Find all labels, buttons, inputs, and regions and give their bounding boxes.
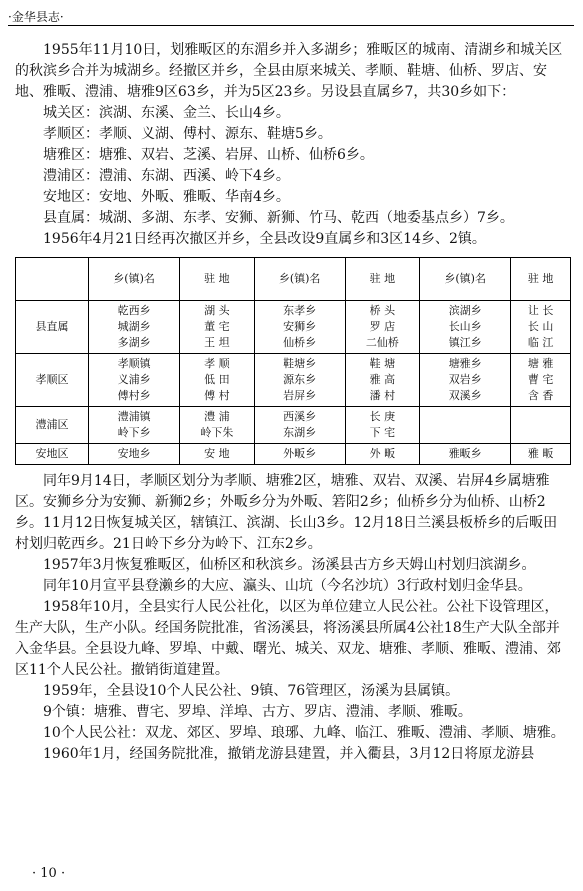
body-paragraph: 9个镇：塘雅、曹宅、罗埠、洋埠、古方、罗店、澧浦、孝顺、雅畈。: [43, 704, 472, 720]
table-header-cell: 乡(镇)名: [254, 258, 345, 301]
cell-line: 多湖乡: [117, 336, 151, 349]
table-cell: [420, 407, 511, 444]
bottom-paragraphs: [15, 471, 571, 765]
page-number: · 10 ·: [32, 866, 66, 881]
cell-line: 曹 宅: [527, 373, 554, 386]
table-cell: [511, 407, 571, 444]
table-row: [16, 301, 571, 354]
district-line: 城关区：滨湖、东溪、金兰、长山4乡。: [43, 105, 290, 121]
cell-line: 双溪乡: [448, 389, 482, 402]
table-cell: [511, 354, 571, 407]
table-body: [16, 301, 571, 465]
body-paragraph: 同年10月宣平县登濑乡的大应、瀛头、山坑（今名沙坑）3行政村划归金华县。: [43, 578, 532, 594]
region-cell: 澧浦区: [16, 407, 89, 444]
cell-line: 安狮乡: [283, 320, 317, 333]
cell-line: 岭下乡: [117, 426, 151, 439]
cell-line: 塘 雅: [527, 357, 554, 370]
cell-line: 长山乡: [448, 320, 482, 333]
district-line: 塘雅区：塘雅、双岩、芝溪、岩屏、山桥、仙桥6乡。: [43, 147, 374, 163]
cell-line: 含 香: [527, 389, 554, 402]
header-rule: [8, 25, 574, 26]
body-paragraph: 1959年，全县设10个人民公社、9镇、76管理区，汤溪为县属镇。: [43, 683, 460, 699]
cell-line: 低 田: [204, 373, 230, 386]
table-cell: [511, 301, 571, 354]
district-line: 县直属：城湖、多湖、东孝、安狮、新狮、竹马、乾西（地委基点乡）7乡。: [43, 210, 514, 226]
cell-line: 雅 畈: [527, 447, 554, 460]
table-cell: [89, 444, 180, 465]
table-row: [16, 407, 571, 444]
cell-line: 外 畈: [369, 447, 396, 460]
cell-line: 源东乡: [283, 373, 317, 386]
table-cell: [511, 444, 571, 465]
cell-line: 桥 头: [369, 304, 396, 317]
table-header-cell: [16, 258, 89, 301]
table-cell: [89, 354, 180, 407]
cell-line: 澧 浦: [204, 410, 230, 423]
table-row: [16, 444, 571, 465]
cell-line: 湖 头: [204, 304, 230, 317]
body-paragraph: 1960年1月，经国务院批准，撤销龙游县建置，并入衢县，3月12日将原龙游县: [43, 746, 535, 762]
table-header-cell: 驻 地: [511, 258, 571, 301]
township-table: [15, 257, 571, 465]
cell-line: 鞋塘乡: [283, 357, 317, 370]
cell-line: 罗 店: [369, 320, 396, 333]
table-cell: [254, 301, 345, 354]
cell-line: 澧浦镇: [117, 410, 151, 423]
table-cell: [180, 444, 254, 465]
table-cell: [345, 301, 419, 354]
table-cell: [254, 354, 345, 407]
region-cell: 县直属: [16, 301, 89, 354]
cell-line: 仙桥乡: [283, 336, 317, 349]
cell-line: 安 地: [204, 447, 230, 460]
table-header-cell: 乡(镇)名: [420, 258, 511, 301]
table-cell: [180, 354, 254, 407]
table-header-cell: 乡(镇)名: [89, 258, 180, 301]
header-title: ·金华县志·: [8, 10, 64, 24]
cell-line: 王 坦: [204, 336, 230, 349]
table-cell: [254, 407, 345, 444]
cell-line: 岩屏乡: [283, 389, 317, 402]
cell-line: 孝顺镇: [117, 357, 151, 370]
table-header-cell: 驻 地: [180, 258, 254, 301]
cell-line: 潘 村: [369, 389, 396, 402]
district-line: 澧浦区：澧浦、东湖、西溪、岭下4乡。: [43, 168, 290, 184]
table-cell: [254, 444, 345, 465]
cell-line: 孝 顺: [204, 357, 230, 370]
table-cell: [420, 444, 511, 465]
cell-line: 临 江: [527, 336, 554, 349]
table-cell: [345, 354, 419, 407]
cell-line: 东孝乡: [283, 304, 317, 317]
table-cell: [89, 407, 180, 444]
table-row: [16, 354, 571, 407]
cell-line: 鞋 塘: [369, 357, 396, 370]
table-cell: [345, 407, 419, 444]
cell-line: 傅村乡: [117, 389, 151, 402]
cell-line: 外畈乡: [283, 447, 317, 460]
table-cell: [89, 301, 180, 354]
table-cell: [345, 444, 419, 465]
cell-line: 乾西乡: [117, 304, 151, 317]
cell-line: 雅 高: [369, 373, 396, 386]
cell-line: 傅 村: [204, 389, 230, 402]
cell-line: 让 长: [527, 304, 554, 317]
paragraph-1956: 1956年4月21日经再次撤区并乡，全县改设9直属乡和3区14乡、2镇。: [43, 231, 486, 247]
table-header-row: [16, 258, 571, 301]
running-header: [8, 6, 574, 26]
table-cell: [420, 354, 511, 407]
district-line: 安地区：安地、外畈、雅畈、华南4乡。: [43, 189, 290, 205]
cell-line: 下 宅: [369, 426, 396, 439]
cell-line: 安地乡: [117, 447, 151, 460]
table-cell: [180, 301, 254, 354]
table-cell: [420, 301, 511, 354]
table-cell: [180, 407, 254, 444]
cell-line: 城湖乡: [117, 320, 151, 333]
body-paragraph: 1958年10月，全县实行人民公社化，以区为单位建立人民公社。公社下设管理区，生产大队，生产小队。经国务院批准，省汤溪县，将汤溪县所属4公社18生产大队全部并入金华县。全县设九峰、罗埠、中戴、曙光、城关、双龙、塘雅、孝顺、雅畈、澧浦、郊区11个人民公社。撤销街道建置。: [15, 599, 561, 678]
region-cell: 安地区: [16, 444, 89, 465]
cell-line: 长 庚: [369, 410, 396, 423]
region-cell: 孝顺区: [16, 354, 89, 407]
cell-line: 雅畈乡: [448, 447, 482, 460]
page-content: [15, 40, 571, 765]
cell-line: 二仙桥: [365, 336, 399, 349]
body-paragraph: 1957年3月恢复雅畈区，仙桥区和秋滨乡。汤溪县古方乡天姆山村划归滨湖乡。: [43, 557, 536, 573]
cell-line: 滨湖乡: [448, 304, 482, 317]
cell-line: 塘雅乡: [448, 357, 482, 370]
cell-line: 西溪乡: [283, 410, 317, 423]
cell-line: 董 宅: [204, 320, 230, 333]
cell-line: 双岩乡: [448, 373, 482, 386]
intro-paragraph: 1955年11月10日，划雅畈区的东湄乡并入多湖乡；雅畈区的城南、清湖乡和城关区的秋滨乡合并为城湖乡。经撤区并乡，全县由原来城关、孝顺、鞋塘、仙桥、罗店、安地、雅畈、澧浦、塘雅9区63乡，并为5区23乡。另设县直属乡7，共30乡如下：: [15, 42, 563, 100]
cell-line: 长 山: [527, 320, 554, 333]
cell-line: 义浦乡: [117, 373, 151, 386]
body-paragraph: 10个人民公社：双龙、郊区、罗埠、琅琊、九峰、临江、雅畈、澧浦、孝顺、塘雅。: [43, 725, 565, 741]
cell-line: 东湖乡: [283, 426, 317, 439]
cell-line: 镇江乡: [448, 336, 482, 349]
district-line: 孝顺区：孝顺、义湖、傅村、源东、鞋塘5乡。: [43, 126, 332, 142]
cell-line: 岭下朱: [200, 426, 234, 439]
table-header-cell: 驻 地: [345, 258, 419, 301]
body-paragraph: 同年9月14日，孝顺区划分为孝顺、塘雅2区，塘雅、双岩、双溪、岩屏4乡属塘雅区。安狮乡分为安狮、新狮2乡；外畈乡分为外畈、箬阳2乡；仙桥乡分为仙桥、山桥2乡。11月12日恢复城关区，辖镇江、滨湖、长山3乡。12月18日兰溪县板桥乡的后畈田村划归乾西乡。21日岭下乡分为岭下、江东2乡。: [15, 473, 558, 552]
